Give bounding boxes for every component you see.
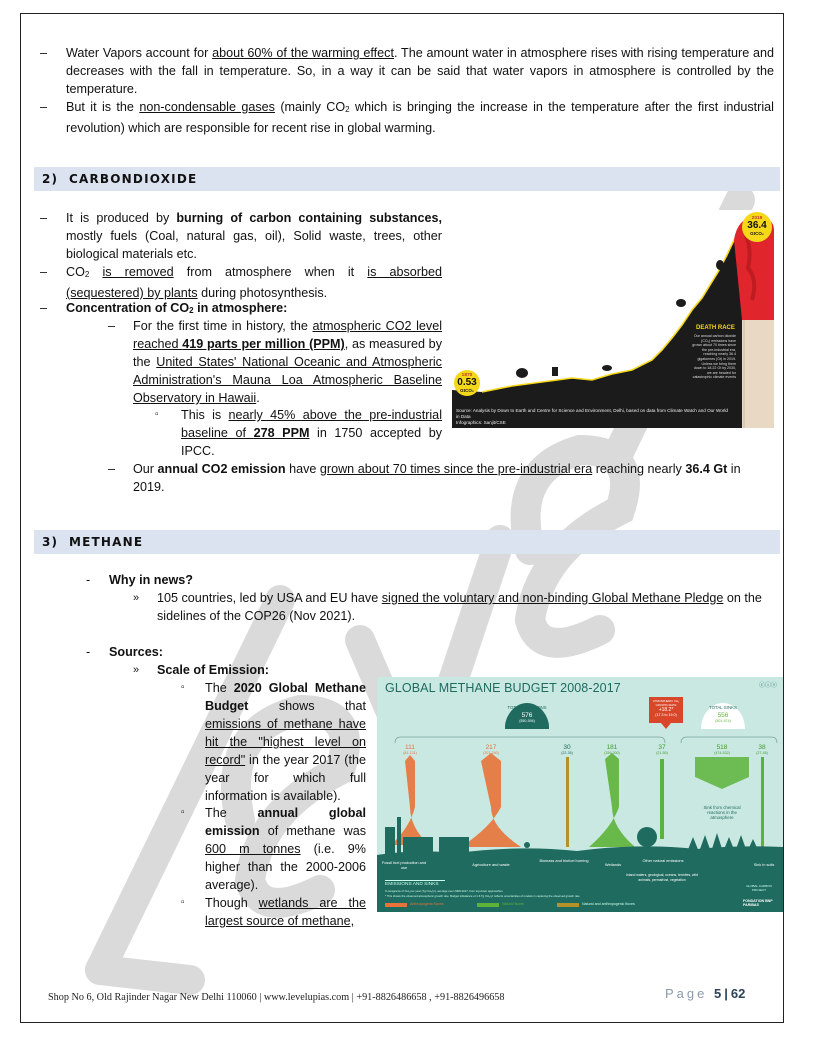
co2-removal-bullet [66,263,442,302]
methane-annual-emission-point [205,804,366,894]
atmospheric-sink-label: Sink from chemical reactions in the atmosphere [703,805,741,820]
text-run: from atmosphere when it [173,265,368,279]
text-run: (mainly CO [274,100,346,114]
subscript: 2 [345,105,350,114]
text-run: , as measured by the [133,337,442,369]
badge-value: 36.4 [747,220,767,231]
text-run-underlined: non-condensable gases [139,100,275,114]
legend-natural: Natural fluxes [502,902,524,906]
why-in-news-heading: Why in news? [109,573,193,587]
text-run: 105 countries, led by USA and EU have [157,591,382,605]
range: (550-594) [519,719,535,723]
text-run-bold: burning of carbon containing substances, [176,211,442,225]
text-run-underlined: is absorbed (sequestered) by plants [66,265,443,300]
methane-pledge-text [157,589,775,625]
footer-address: Shop No 6, Old Rajinder Nagar New Delhi 110060 | www.levelupias.com | +91-8826486658 , +91-8826496658 [48,992,505,1003]
text-run: shows that [248,699,366,713]
subscript: 2 [189,306,194,315]
text-run-bold: annual CO2 emission [157,462,286,476]
text-run: Concentration of CO [66,301,190,315]
methane-budget-point [205,679,366,805]
section-header-carbondioxide [34,167,780,191]
text-run: . [256,391,260,405]
text-run: reaching nearly [592,462,686,476]
text-run-underlined: United States' National Oceanic and Atmospheric Administration's Mauna Loa Atmospheric Baseline Observatory in Hawaii [133,355,442,405]
text-run-underlined: is removed [102,265,174,279]
co2-production-bullet [66,209,442,263]
global-methane-budget-infographic [377,677,783,912]
legend-title: EMISSIONS AND SINKS [385,882,439,887]
growth-label: ATMOSPHERIC CH₄ GROWTH RATE [652,699,680,707]
text-run: Water Vapors account for [66,46,213,60]
text-run-underlined: signed the voluntary and non-binding Global Methane Pledge [381,591,724,605]
text-run: The [205,806,258,820]
square-bullet-icon: ▫ [181,807,185,818]
text-run-underlined: 600 m tonnes [205,842,301,856]
badge-year: 1870 [461,373,473,378]
bullet-marker: – [108,319,116,333]
text-run: Our [133,462,158,476]
methane-infographic-title: GLOBAL METHANE BUDGET 2008-2017 [385,681,621,695]
total-emissions-value [505,713,549,723]
text-run-underlined: nearly 45% above the pre-industrial baseline of [181,408,442,440]
text-run-bold: 2020 Global Methane Budget [205,681,367,713]
bnp-paribas-logo: FONDATION BNP PARIBAS [743,899,773,907]
text-run: of methane was [259,824,366,838]
biomass-label: Biomass and biofuel burning [539,858,589,863]
water-vapor-paragraph [66,44,774,98]
page-separator: | [724,986,728,1001]
text-run-bold-underlined: 278 PPM [253,426,310,440]
bullet-marker: - [86,645,91,659]
bullet-marker: – [40,265,48,279]
range: (27-45) [756,751,768,755]
bullet-marker: - [86,573,91,587]
non-condensable-paragraph [66,98,774,137]
flux-other-natural [647,745,677,755]
fossil-fuel-label: Fossil fuel production and use [381,860,427,870]
text-run-bold: annual global emission [205,806,366,838]
square-bullet-icon: ▫ [181,682,185,693]
section-title: CARBONDIOXIDE [69,172,198,186]
text-run: in 1750 accepted by IPCC. [181,426,443,458]
badge-value: 0.53 [457,377,477,388]
agriculture-label: Agriculture and waste [472,862,510,867]
bullet-marker: – [40,211,48,225]
source-text: Source: Analysis by Down to Earth and Centre for Science and Environment, Delhi, based on data from Climate Watch and Our World in Data [456,408,728,419]
text-run-underlined: grown about 70 times since the pre-industrial era [319,462,593,476]
range: (474-532) [714,751,730,755]
page-label: Page [665,986,708,1001]
bullet-marker: – [40,46,48,60]
flux-soil-sink [747,745,777,755]
subscript: 2 [84,270,90,279]
section-number: 3) [42,535,59,549]
text-run-underlined: wetlands are the largest source of methane, [205,896,366,928]
range: (501-574) [715,719,731,723]
other-natural-label: Other natural emissions [642,858,684,863]
total-sinks-label: TOTAL SINKS [709,705,737,710]
range: (159-200) [604,751,620,755]
growth-rate-box [649,699,683,717]
text-run: CO [66,265,85,279]
scale-of-emission-heading: Scale of Emission: [157,663,269,677]
badge-unit: GtCO₂ [460,388,474,393]
text-run: . The amount water in atmosphere rises with rising temperature and decreases with the fall in temperature. So, in a way it can be said that water vapors in atmosphere is controlled by the temperature. [66,46,775,96]
badge-unit: GtCO₂ [750,231,764,236]
bullet-marker: – [40,100,48,114]
bullet-marker: – [40,301,48,315]
legend-footnote: * This shows the observed atmospheric growth rate. Budget imbalance of 1.6 Tg CH₄/yr reflects uncertainties of models in capturing the observed growth rate [385,894,580,898]
co2-emissions-infographic [452,210,774,428]
text-run: in 2019. [133,462,741,494]
flux-atmospheric-sink [707,745,737,755]
growth-range: (17.3 to 19.0) [655,713,677,717]
sources-heading: Sources: [109,645,163,659]
text-run-underlined: emissions of methane have hit the "highest level on record" [205,717,366,767]
page-current: 5 [714,986,722,1001]
total-emissions-label: TOTAL EMISSIONS [507,705,547,710]
legend-mixed: Natural and anthropogenic fluxes [582,902,635,906]
flux-wetlands [597,745,627,755]
flux-biomass [552,745,582,755]
range: (81-131) [403,751,417,755]
text-run: have [285,462,320,476]
death-race-body: Our annual carbon dioxide (CO₂) emissions have grown about 70 times since the pre-industrial era, reaching nearly 36.4 gigatonnes (Gt) in 2019. Unless we bring them down to 18.22 Gt by 2030, we are headed for catastrophic climate events [692,334,736,380]
co2-curve-illustration [452,210,774,428]
text-run: mostly fuels (Coal, natural gas, oil), Solid waste, trees, other biological materials etc. [66,229,442,261]
other-natural-detail: Inland waters, geological, oceans, termites, wild animals, permafrost, vegetation [626,873,698,882]
text-run: during photosynthesis. [197,286,328,300]
page-number [665,986,745,1001]
cc-license-icon: ⓒⓘⓢ [758,683,777,689]
legend-anthropogenic: Anthropogenic fluxes [410,902,444,906]
range: (21-50) [656,751,668,755]
square-bullet-icon: ▫ [155,409,159,420]
wetlands-label: Wetlands [604,862,622,867]
text-run-underlined: about 60% of the warming effect [212,46,394,60]
range: (207-240) [483,751,499,755]
value: 181 [606,744,618,751]
text-run: It is produced by [66,211,177,225]
co2-45percent-bullet [181,406,442,460]
value: 37 [658,744,666,751]
wetlands-point [205,894,366,930]
co2-2019-badge [742,212,772,242]
value: 518 [716,744,728,751]
text-run: in atmosphere: [193,301,288,315]
section-header-methane [34,530,780,554]
badge-year: 2019 [751,216,763,221]
text-run-bold: 36.4 Gt [685,462,728,476]
gcp-logo: GLOBAL CARBON PROJECT [746,884,772,892]
range: (22-36) [561,751,573,755]
text-run: Though [205,896,259,910]
text-run-underlined: atmospheric CO2 level reached [133,319,443,351]
value: 111 [405,744,415,751]
chevron-bullet-icon: » [133,664,140,676]
text-run-bold-underlined: 419 parts per million (PPM) [182,337,345,351]
credit-text: Infographics: Sanjit/CSE [456,420,506,425]
death-race-heading: DEATH RACE [696,325,735,331]
bullet-marker: – [108,462,116,476]
section-title: METHANE [69,535,144,549]
chevron-bullet-icon: » [133,592,140,604]
legend-note: In teragrams of CH₄ per year (Tg CH₄/yr), average over 2008-2017, from top-down approaches [385,889,503,893]
text-run: But it is the [66,100,140,114]
page-total: 62 [730,986,746,1001]
text-run: This is [181,408,229,422]
text-run: The [205,681,234,695]
value: 38 [758,744,766,751]
text-run: in the year 2017 (the year for which full information is available). [205,753,366,803]
co2-419ppm-bullet [133,317,442,407]
text-run: on the sidelines of the COP26 (Nov 2021). [157,591,762,623]
value: 556 [717,712,729,719]
growth-value: +18.2* [658,707,674,713]
text-run: (i.e. 9% higher than the 2000-2006 average). [205,842,366,892]
square-bullet-icon: ▫ [181,897,185,908]
co2-annual-emission-bullet [133,460,775,496]
text-run: which is bringing the increase in the temperature after the first industrial revolution) which are responsible for recent rise in global warming. [66,100,774,135]
co2-source-note [456,408,728,426]
flux-fossil-fuel [395,745,425,755]
value: 30 [563,744,571,751]
flux-agriculture [476,745,506,755]
soil-sink-label: Sink in soils [753,862,775,867]
co2-1870-badge [454,370,480,396]
value: 576 [521,712,533,719]
text-run: For the first time in history, the [133,319,313,333]
value: 217 [485,744,497,751]
section-number: 2) [42,172,59,186]
total-sinks-value [701,713,745,723]
